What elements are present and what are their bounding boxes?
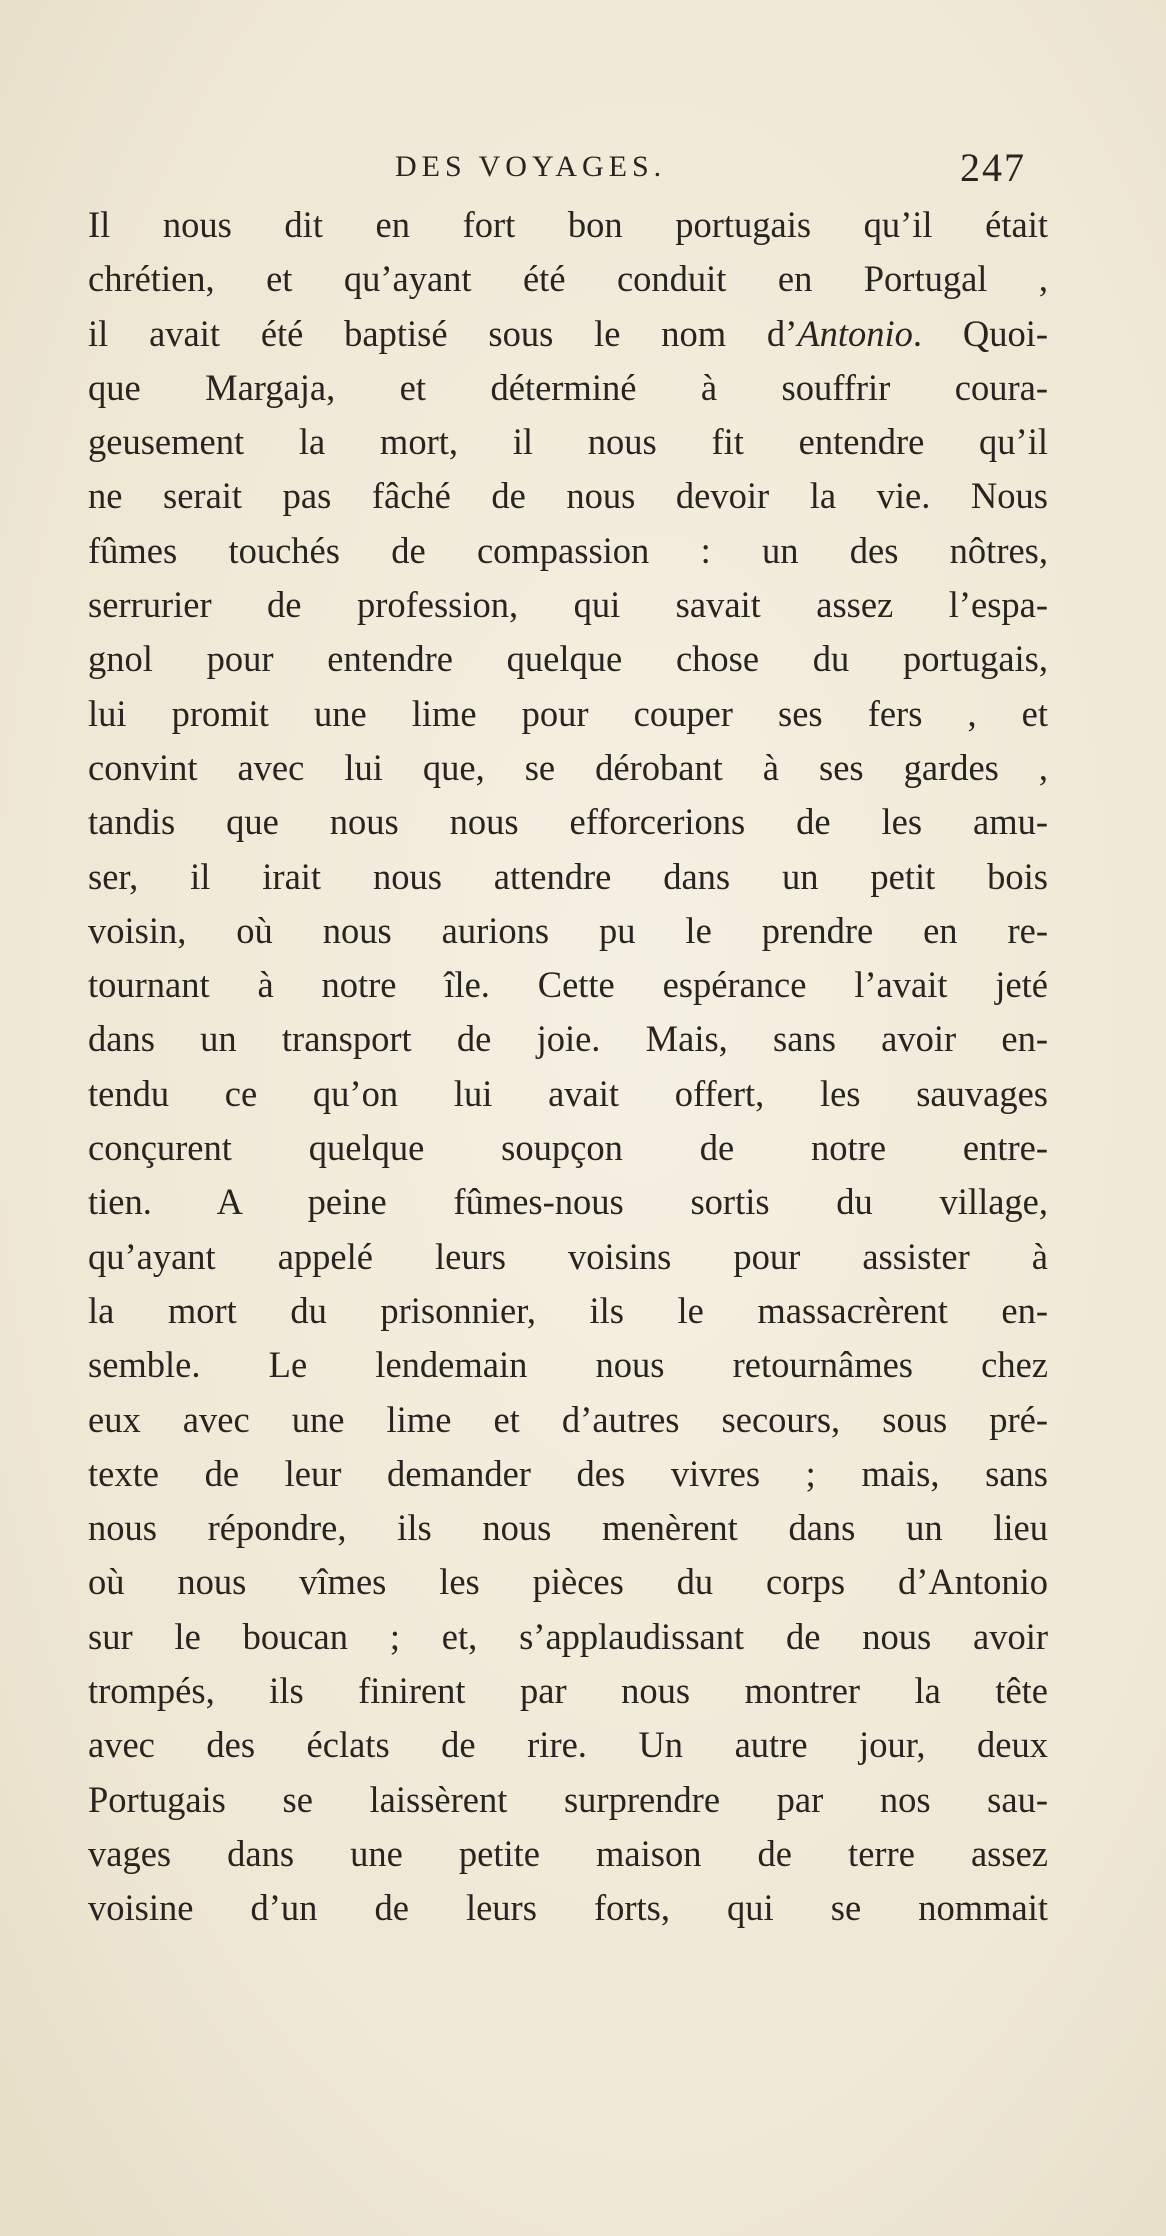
text-line-32: voisine d’un de leurs forts, qui se nommait: [88, 1887, 1048, 1929]
text-line-19: tien. A peine fûmes-nous sortis du village,: [88, 1181, 1048, 1223]
running-head: [0, 145, 1166, 196]
text-line-8: serrurier de profession, qui savait assez l’espa-: [88, 584, 1048, 626]
text-line-22: semble. Le lendemain nous retournâmes chez: [88, 1344, 1048, 1386]
text-line-27: sur le boucan ; et, s’applaudissant de nous avoir: [88, 1615, 1048, 1657]
text-line-5: geusement la mort, il nous fit entendre qu’il: [88, 421, 1048, 463]
text-line-21: la mort du prisonnier, ils le massacrèrent en-: [88, 1289, 1048, 1331]
text-line-6: ne serait pas fâché de nous devoir la vie. Nous: [88, 475, 1048, 517]
text-line-24: texte de leur demander des vivres ; mais, sans: [88, 1452, 1048, 1494]
page-number: 247: [960, 145, 1026, 190]
text-line-29: avec des éclats de rire. Un autre jour, deux: [88, 1724, 1048, 1766]
text-line-17: tendu ce qu’on lui avait offert, les sauvages: [88, 1072, 1048, 1114]
text-line-7: fûmes touchés de compassion : un des nôtres,: [88, 529, 1048, 571]
text-line-11: convint avec lui que, se dérobant à ses gardes ,: [88, 746, 1048, 788]
text-line-30: Portugais se laissèrent surprendre par nos sau-: [88, 1778, 1048, 1820]
text-line-4: que Margaja, et déterminé à souffrir coura-: [88, 366, 1048, 408]
text-line-23: eux avec une lime et d’autres secours, sous pré-: [88, 1398, 1048, 1440]
text-line-31: vages dans une petite maison de terre assez: [88, 1832, 1048, 1874]
text-line-3-end: . Quoi-: [912, 312, 1048, 354]
text-line-15: tournant à notre île. Cette espérance l’avait jeté: [88, 964, 1048, 1006]
body-text: [88, 198, 1048, 1936]
text-line-3: [88, 307, 1048, 361]
text-line-3-start: il avait été baptisé sous le nom d’: [88, 312, 798, 354]
text-line-18: conçurent quelque soupçon de notre entre-: [88, 1127, 1048, 1169]
text-line-12: tandis que nous nous efforcerions de les amu-: [88, 801, 1048, 843]
text-line-20: qu’ayant appelé leurs voisins pour assister à: [88, 1235, 1048, 1277]
text-line-28: trompés, ils finirent par nous montrer la tête: [88, 1670, 1048, 1712]
text-line-14: voisin, où nous aurions pu le prendre en re-: [88, 909, 1048, 951]
text-line-26: où nous vîmes les pièces du corps d’Antonio: [88, 1561, 1048, 1603]
italic-name-antonio: Antonio: [797, 312, 913, 354]
text-line-25: nous répondre, ils nous menèrent dans un lieu: [88, 1507, 1048, 1549]
text-line-13: ser, il irait nous attendre dans un petit bois: [88, 855, 1048, 897]
text-line-16: dans un transport de joie. Mais, sans avoir en-: [88, 1018, 1048, 1060]
running-head-title: DES VOYAGES.: [395, 150, 667, 183]
text-line-1: Il nous dit en fort bon portugais qu’il était: [88, 204, 1048, 245]
text-line-2: chrétien, et qu’ayant été conduit en Portugal ,: [88, 258, 1048, 300]
text-line-10: lui promit une lime pour couper ses fers , et: [88, 692, 1048, 734]
text-line-9: gnol pour entendre quelque chose du portugais,: [88, 638, 1048, 680]
